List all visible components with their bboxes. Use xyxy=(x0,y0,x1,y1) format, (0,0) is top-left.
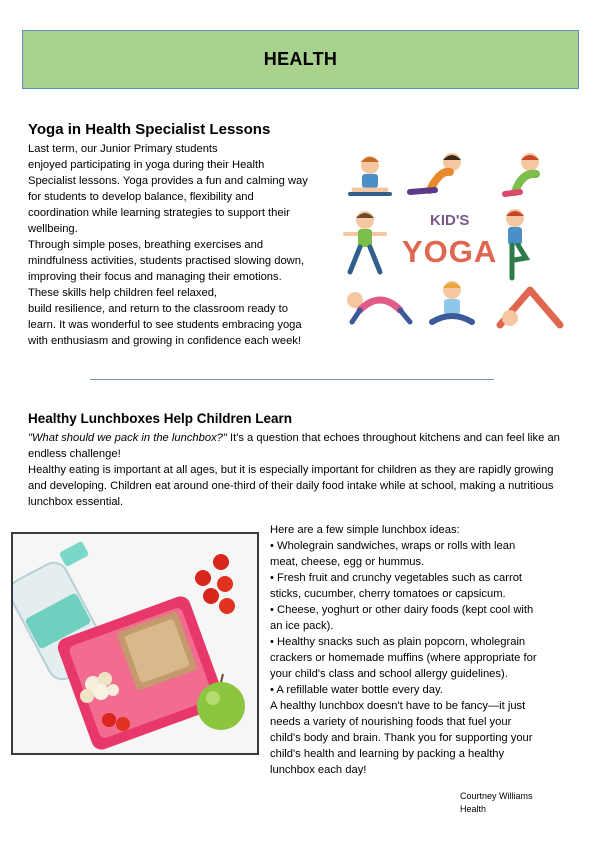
ideas-line: your child's class and school allergy guidelines). xyxy=(270,668,508,680)
health-banner xyxy=(22,30,579,89)
intro-text: It's a question that echoes throughout kitchens and can feel like an endless challenge! xyxy=(28,432,560,460)
yoga-line: build resilience, and return to the classroom ready to xyxy=(28,303,288,315)
yoga-line: Specialist lessons. Yoga provides a fun and calming way xyxy=(28,175,308,187)
yoga-line: wellbeing. xyxy=(28,223,78,235)
yoga-label: YOGA xyxy=(402,234,498,269)
yoga-line: improving their focus and managing their emotions. xyxy=(28,271,282,283)
yoga-section-body xyxy=(28,141,336,349)
ideas-line: Here are a few simple lunchbox ideas: xyxy=(270,524,460,536)
ideas-line: • A refillable water bottle every day. xyxy=(270,684,443,696)
lunchbox-photo xyxy=(11,532,259,755)
yoga-kid-figure xyxy=(505,153,539,194)
yoga-section-title: Yoga in Health Specialist Lessons xyxy=(28,121,271,138)
ideas-line: • Cheese, yoghurt or other dairy foods (kept cool with xyxy=(270,604,534,616)
kids-yoga-illustration xyxy=(340,150,575,340)
lunchbox-intro xyxy=(28,430,568,510)
healthy-eating-paragraph: Healthy eating is important at all ages, but it is especially important for children as they are rapidly growing and developing. Children eat around one-third of their daily food intake while at school, making a nutritious lunchbox essential. xyxy=(28,464,554,508)
yoga-kid-figure xyxy=(350,156,390,194)
yoga-line: with enthusiasm and growing in confidence each week! xyxy=(28,335,302,347)
yoga-line: learn. It was wonderful to see students embracing yoga xyxy=(28,319,302,331)
lunchbox-section-title: Healthy Lunchboxes Help Children Learn xyxy=(28,411,293,426)
author-role: Health xyxy=(460,804,487,814)
intro-paragraph xyxy=(28,430,568,462)
ideas-line: lunchbox each day! xyxy=(270,764,367,776)
banner-title: HEALTH xyxy=(263,49,338,69)
yoga-line: coordination while learning strategies to support their xyxy=(28,207,290,219)
yoga-line: mindfulness activities, students practised slowing down, xyxy=(28,255,305,267)
yoga-line: These skills help children feel relaxed, xyxy=(28,287,218,299)
yoga-line: Last term, our Junior Primary students xyxy=(28,143,218,155)
yoga-line: for students to develop balance, flexibility and xyxy=(28,191,254,203)
section-divider xyxy=(90,379,494,380)
ideas-line: needs a variety of nourishing foods that fuel your xyxy=(270,716,512,728)
ideas-line: crackers or homemade muffins (where appropriate for xyxy=(270,652,537,664)
ideas-line: meat, cheese, egg or hummus. xyxy=(270,556,425,568)
author-name: Courtney Williams xyxy=(460,791,533,801)
yoga-kid-figure xyxy=(410,153,461,192)
author-signature xyxy=(460,790,533,816)
lunchbox-ideas xyxy=(270,522,570,778)
ideas-line: • Wholegrain sandwiches, wraps or rolls with lean xyxy=(270,540,516,552)
yoga-line: Through simple poses, breathing exercises and xyxy=(28,239,264,251)
intro-quote: "What should we pack in the lunchbox?" xyxy=(28,432,227,444)
ideas-line: child's health and learning by packing a healthy xyxy=(270,748,505,760)
ideas-line: A healthy lunchbox doesn't have to be fancy—it just xyxy=(270,700,526,712)
ideas-line: • Fresh fruit and crunchy vegetables such as carrot xyxy=(270,572,523,584)
ideas-line: child's body and brain. Thank you for supporting your xyxy=(270,732,533,744)
yoga-kid-figure xyxy=(506,209,526,278)
ideas-line: sticks, cucumber, cherry tomatoes or capsicum. xyxy=(270,588,506,600)
yoga-kid-figure xyxy=(500,290,560,326)
yoga-kid-figure xyxy=(432,281,472,322)
yoga-kid-figure xyxy=(347,292,410,322)
kids-label: KID'S xyxy=(430,212,470,229)
yoga-kid-figure xyxy=(345,211,385,272)
ideas-line: • Healthy snacks such as plain popcorn, wholegrain xyxy=(270,636,526,648)
ideas-line: an ice pack). xyxy=(270,620,334,632)
yoga-line: enjoyed participating in yoga during their Health xyxy=(28,159,265,171)
